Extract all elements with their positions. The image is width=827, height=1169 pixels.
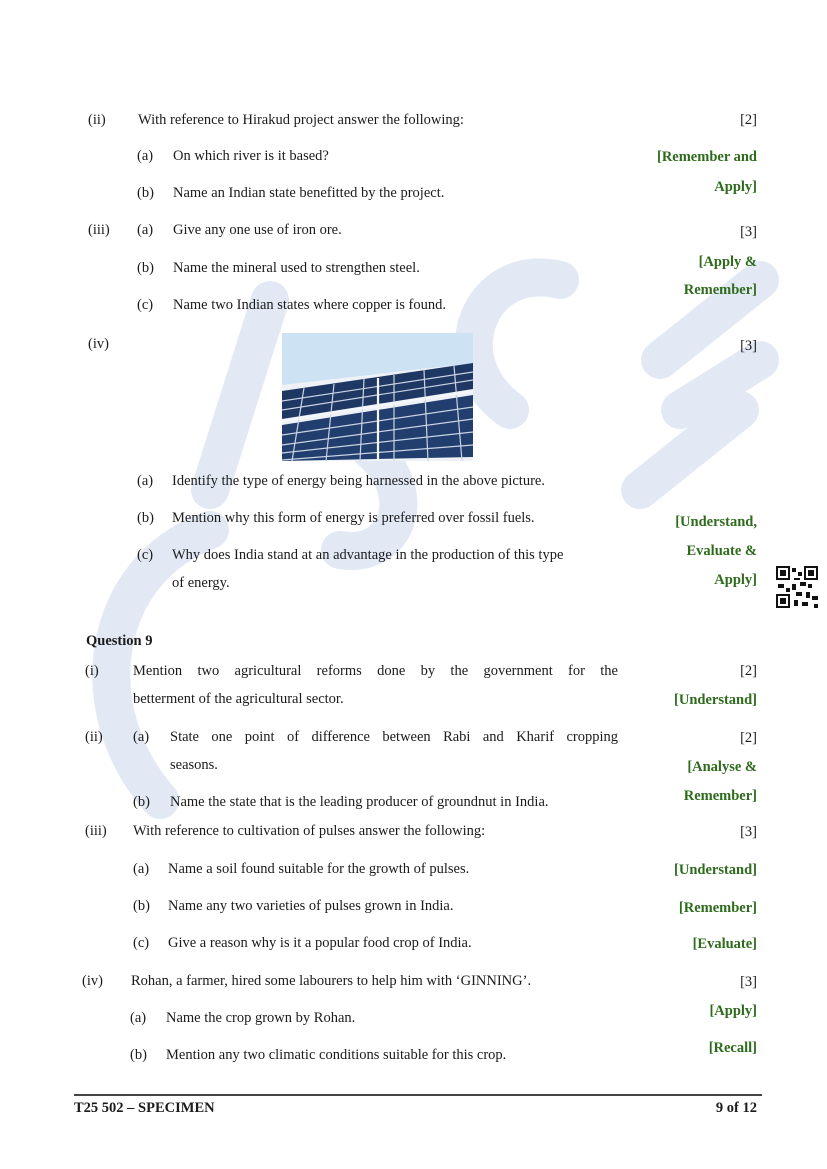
q8-iv-number: (iv) <box>88 336 109 352</box>
q9-iii-b-label: (b) <box>133 898 150 914</box>
q9-iv-a-text: Name the crop grown by Rohan. <box>166 1010 356 1026</box>
footer-page-number: 9 of 12 <box>715 1100 757 1116</box>
q9-i-line2: betterment of the agricultural sector. <box>133 691 344 707</box>
q8-ii-number: (ii) <box>88 112 106 128</box>
q8-iv-tag-line2: Evaluate & <box>686 543 757 559</box>
q9-iii-text: With reference to cultivation of pulses answer the following: <box>133 823 486 839</box>
q9-iii-a-label: (a) <box>133 861 150 877</box>
q9-iii-b-text: Name any two varieties of pulses grown in India. <box>168 898 454 914</box>
q8-iv-marks: [3] <box>740 338 757 354</box>
q8-iv-a-label: (a) <box>137 473 154 489</box>
q8-iii-a-label: (a) <box>137 222 154 238</box>
q8-iii-a-text: Give any one use of iron ore. <box>173 222 342 238</box>
q9-iii-c-tag: [Evaluate] <box>692 936 757 952</box>
q9-iii-b-tag: [Remember] <box>678 900 757 916</box>
q9-iv-b-label: (b) <box>130 1047 147 1063</box>
q8-ii-a-label: (a) <box>137 148 154 164</box>
solar-panel-picture <box>282 333 473 461</box>
q8-iv-tag-line3: Apply] <box>714 572 757 588</box>
q9-ii-a-label: (a) <box>133 729 150 745</box>
q8-iii-b-text: Name the mineral used to strengthen steel. <box>173 260 420 276</box>
q9-iv-b-text: Mention any two climatic conditions suitable for this crop. <box>166 1047 507 1063</box>
q9-iii-c-label: (c) <box>133 935 150 951</box>
footer-paper-code: T25 502 – SPECIMEN <box>74 1100 215 1116</box>
q8-iv-b-text: Mention why this form of energy is preferred over fossil fuels. <box>172 510 535 526</box>
q8-iii-c-label: (c) <box>137 297 154 313</box>
q8-ii-tag-line1: [Remember and <box>656 149 757 165</box>
q9-iv-marks: [3] <box>740 974 757 990</box>
q9-iv-a-tag: [Apply] <box>709 1003 757 1019</box>
q8-iii-tag-line2: Remember] <box>683 282 757 298</box>
q8-iv-tag-line1: [Understand, <box>675 514 757 530</box>
q8-ii-text: With reference to Hirakud project answer the following: <box>138 112 464 128</box>
q9-iii-marks: [3] <box>740 824 757 840</box>
q9-iii-number: (iii) <box>85 823 107 839</box>
q9-i-number: (i) <box>85 663 99 679</box>
solar-panel-image <box>282 333 473 461</box>
q9-i-line1: Mention two agricultural reforms done by the government for the <box>133 663 618 679</box>
q9-ii-a-line1: State one point of difference between Rabi and Kharif cropping <box>170 729 618 745</box>
q9-iv-text: Rohan, a farmer, hired some labourers to help him with ‘GINNING’. <box>131 973 532 989</box>
q8-iii-tag-line1: [Apply & <box>698 254 757 270</box>
q8-iii-c-text: Name two Indian states where copper is found. <box>173 297 447 313</box>
q9-ii-number: (ii) <box>85 729 103 745</box>
q8-iv-a-text: Identify the type of energy being harnessed in the above picture. <box>172 473 545 489</box>
q9-i-marks: [2] <box>740 663 757 679</box>
q9-i-tag: [Understand] <box>674 692 757 708</box>
q8-iii-marks: [3] <box>740 224 757 240</box>
q8-iii-number: (iii) <box>88 222 110 238</box>
q8-iv-b-label: (b) <box>137 510 154 526</box>
q9-iv-b-tag: [Recall] <box>708 1040 757 1056</box>
q8-ii-b-text: Name an Indian state benefitted by the project. <box>173 185 445 201</box>
q9-ii-b-label: (b) <box>133 794 150 810</box>
q9-iii-c-text: Give a reason why is it a popular food crop of India. <box>168 935 472 951</box>
q9-iii-a-text: Name a soil found suitable for the growth of pulses. <box>168 861 470 877</box>
q9-ii-marks: [2] <box>740 730 757 746</box>
q8-iv-c-text-line2: of energy. <box>172 575 230 591</box>
q9-iv-a-label: (a) <box>130 1010 147 1026</box>
q8-iv-c-label: (c) <box>137 547 154 563</box>
q9-ii-b-text: Name the state that is the leading producer of groundnut in India. <box>170 794 549 810</box>
question-9-heading: Question 9 <box>86 633 153 649</box>
q8-ii-a-text: On which river is it based? <box>173 148 329 164</box>
q8-iv-c-text-line1: Why does India stand at an advantage in the production of this type <box>172 547 564 563</box>
q8-ii-b-label: (b) <box>137 185 154 201</box>
q9-ii-tag-line1: [Analyse & <box>687 759 757 775</box>
footer-divider <box>74 1094 762 1096</box>
q9-ii-tag-line2: Remember] <box>683 788 757 804</box>
q8-ii-tag-line2: Apply] <box>714 179 757 195</box>
q8-iii-b-label: (b) <box>137 260 154 276</box>
q9-iv-number: (iv) <box>82 973 103 989</box>
q9-iii-a-tag: [Understand] <box>674 862 757 878</box>
q9-ii-a-line2: seasons. <box>170 757 218 773</box>
qr-code-icon <box>776 566 818 608</box>
q8-ii-marks: [2] <box>740 112 757 128</box>
